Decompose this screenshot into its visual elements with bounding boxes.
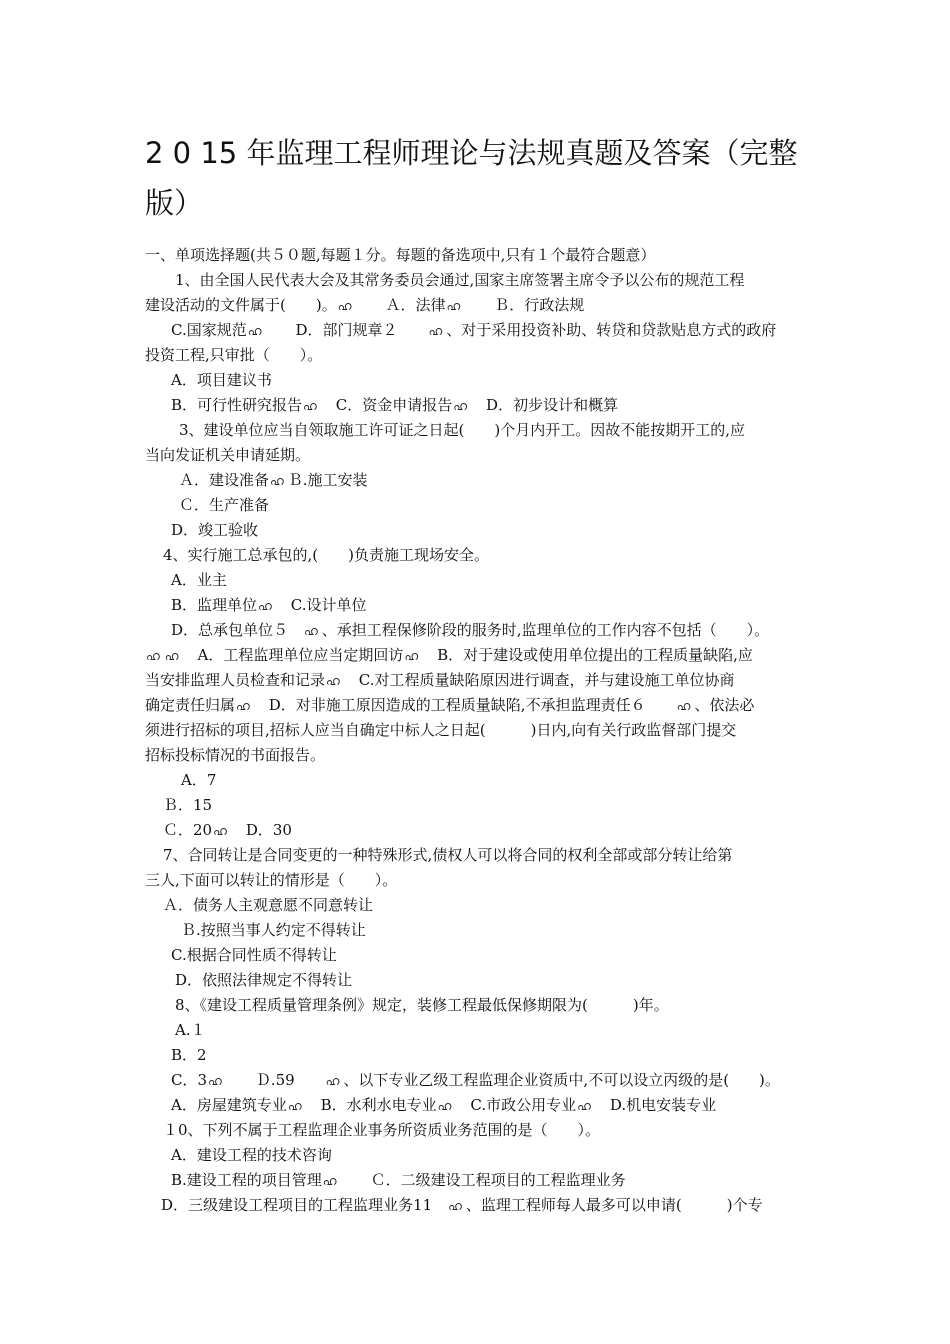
text-segment: Ａ．法律 <box>355 296 446 314</box>
separator-mark-icon: ഹ <box>428 324 443 338</box>
separator-mark-icon: ഹ <box>577 1099 591 1113</box>
text-line <box>145 518 810 543</box>
text-line <box>145 818 810 843</box>
text-segment: Ｃ．二级建设工程项目的工程监理业务 <box>340 1171 626 1189</box>
separator-mark-icon: ഹ <box>270 474 284 488</box>
separator-mark-icon: ഹ <box>326 674 340 688</box>
text-line <box>145 243 810 268</box>
text-line <box>145 443 810 468</box>
text-segment: Ａ．债务人主观意愿不同意转让 <box>163 896 374 914</box>
text-segment: D．依照法律规定不得转让 <box>175 971 353 989</box>
separator-mark-icon: ഹ <box>287 1099 302 1113</box>
text-segment: B．可行性研究报告 <box>171 396 303 414</box>
text-segment: Ｂ．15 <box>163 796 213 814</box>
text-segment: D．三级建设工程项目的工程监理业务11 <box>161 1196 448 1214</box>
text-line <box>145 293 810 318</box>
text-segment: C．3 <box>171 1071 208 1089</box>
text-segment: C.国家规范 <box>171 321 247 339</box>
text-line <box>145 1093 810 1118</box>
text-line <box>145 343 810 368</box>
text-segment: B．监理单位 <box>171 596 258 614</box>
text-line <box>145 918 810 943</box>
text-segment: 投资工程,只审批（ ）。 <box>145 346 323 364</box>
text-line <box>145 793 810 818</box>
text-segment: A．7 <box>181 771 217 789</box>
text-segment: A．业主 <box>171 571 227 589</box>
text-line <box>145 993 810 1018</box>
document-body <box>145 243 810 1218</box>
text-segment: 、承担工程保修阶段的服务时,监理单位的工作内容不包括（ ）。 <box>321 621 770 639</box>
text-line <box>145 643 810 668</box>
text-line <box>145 618 810 643</box>
separator-mark-icon: ഹ <box>236 699 250 713</box>
separator-mark-icon: ഹ <box>446 299 461 313</box>
text-line <box>145 1043 810 1068</box>
text-line <box>145 693 810 718</box>
text-segment: D．初步设计和概算 <box>471 396 619 414</box>
text-line <box>145 943 810 968</box>
text-segment: 建设活动的文件属于( )。 <box>145 296 337 314</box>
separator-mark-icon: ഹ <box>325 1074 340 1088</box>
separator-mark-icon: ഹ <box>404 649 419 663</box>
text-segment: 7、合同转让是合同变更的一种特殊形式,债权人可以将合同的权利全部或部分转让给第 <box>163 846 733 864</box>
text-segment: 、监理工程师每人最多可以申请( )个专 <box>465 1196 763 1214</box>
text-segment: Ｄ.59 <box>225 1071 325 1089</box>
text-segment: 、对于采用投资补助、转贷和贷款贴息方式的政府 <box>446 321 777 339</box>
text-segment: B．对于建设或使用单位提出的工程质量缺陷,应 <box>422 646 753 664</box>
text-line <box>145 843 810 868</box>
text-segment: Ｃ．生产准备 <box>179 496 270 514</box>
separator-mark-icon: ഹ <box>448 1199 462 1213</box>
text-line <box>145 743 810 768</box>
text-line <box>145 1143 810 1168</box>
text-segment: A．工程监理单位应当定期回访 <box>182 646 404 664</box>
text-segment: A．项目建议书 <box>171 371 272 389</box>
text-line <box>145 568 810 593</box>
text-segment: D．竣工验收 <box>171 521 259 539</box>
document-title: 2 0 15 年监理工程师理论与法规真题及答案（完整版） <box>145 136 798 220</box>
text-segment: C．资金申请报告 <box>320 396 453 414</box>
text-line <box>145 868 810 893</box>
text-segment: 一、单项选择题(共５０题,每题１分。每题的备选项中,只有１个最符合题意） <box>145 246 656 264</box>
text-segment: C.市政公用专业 <box>455 1096 577 1114</box>
separator-mark-icon: ഹ <box>164 649 179 663</box>
text-line <box>145 1118 810 1143</box>
separator-mark-icon: ഹ <box>303 399 317 413</box>
text-line <box>145 893 810 918</box>
text-segment: A．建设工程的技术咨询 <box>171 1146 332 1164</box>
text-line <box>145 368 810 393</box>
text-line <box>145 718 810 743</box>
text-line <box>145 768 810 793</box>
text-line <box>145 1193 810 1218</box>
separator-mark-icon: ഹ <box>322 1174 337 1188</box>
text-segment: Ａ．建设准备 <box>179 471 270 489</box>
text-segment: D．对非施工原因造成的工程质量缺陷,不承担监理责任６ <box>253 696 676 714</box>
text-line <box>145 1018 810 1043</box>
separator-mark-icon: ഹ <box>437 1099 452 1113</box>
separator-mark-icon: ഹ <box>213 824 227 838</box>
text-segment: B．水利水电专业 <box>305 1096 437 1114</box>
text-segment: 4、实行施工总承包的,( )负责施工现场安全。 <box>163 546 490 564</box>
separator-mark-icon: ഹ <box>258 599 272 613</box>
text-line <box>145 268 810 293</box>
text-segment: 当向发证机关申请延期。 <box>145 446 311 464</box>
text-line <box>145 468 810 493</box>
text-segment: 确定责任归属 <box>145 696 236 714</box>
text-line <box>145 1068 810 1093</box>
text-segment: D．30 <box>230 821 292 839</box>
separator-mark-icon: ഹ <box>208 1074 222 1088</box>
text-line <box>145 543 810 568</box>
text-segment: 、以下专业乙级工程监理企业资质中,不可以设立丙级的是( )。 <box>343 1071 780 1089</box>
text-segment: A.１ <box>175 1021 206 1039</box>
text-segment: 三人,下面可以转让的情形是（ ）。 <box>145 871 398 889</box>
text-line <box>145 593 810 618</box>
text-segment: 3、建设单位应当自领取施工许可证之日起( )个月内开工。因故不能按期开工的,应 <box>179 421 746 439</box>
text-segment: 1、由全国人民代表大会及其常务委员会通过,国家主席签署主席令予以公布的规范工程 <box>175 271 745 289</box>
text-segment: B.建设工程的项目管理 <box>171 1171 322 1189</box>
text-line <box>145 968 810 993</box>
text-line <box>145 393 810 418</box>
text-line <box>145 1168 810 1193</box>
text-segment: C.根据合同性质不得转让 <box>171 946 337 964</box>
text-segment: C.对工程质量缺陷原因进行调查，并与建设施工单位协商 <box>343 671 735 689</box>
text-segment: Ｂ．行政法规 <box>464 296 585 314</box>
text-line <box>145 493 810 518</box>
text-line <box>145 668 810 693</box>
text-segment: １0、下列不属于工程监理企业事务所资质业务范围的是（ ）。 <box>163 1121 601 1139</box>
text-segment: C.设计单位 <box>275 596 367 614</box>
separator-mark-icon: ഹ <box>304 624 318 638</box>
separator-mark-icon: ഹ <box>146 649 160 663</box>
text-segment: Ｂ.施工安装 <box>287 471 368 489</box>
separator-mark-icon: ഹ <box>453 399 468 413</box>
text-segment: 招标投标情况的书面报告。 <box>145 746 326 764</box>
text-segment: D．部门规章２ <box>265 321 428 339</box>
text-segment: D.机电安装专业 <box>594 1096 717 1114</box>
text-segment: Ｂ.按照当事人约定不得转让 <box>181 921 366 939</box>
text-segment: 当安排监理人员检查和记录 <box>145 671 326 689</box>
text-segment: 8、《建设工程质量管理条例》规定，装修工程最低保修期限为( )年。 <box>175 996 669 1014</box>
separator-mark-icon: ഹ <box>337 299 352 313</box>
text-segment: 、依法必 <box>694 696 755 714</box>
separator-mark-icon: ഹ <box>247 324 262 338</box>
text-segment: B．2 <box>171 1046 207 1064</box>
text-segment: A．房屋建筑专业 <box>171 1096 287 1114</box>
separator-mark-icon: ഹ <box>676 699 691 713</box>
text-segment: Ｃ．20 <box>163 821 213 839</box>
text-segment: 须进行招标的项目,招标人应当自确定中标人之日起( )日内,向有关行政监督部门提交 <box>145 721 737 739</box>
text-line <box>145 318 810 343</box>
text-segment: D．总承包单位５ <box>171 621 304 639</box>
text-line <box>145 418 810 443</box>
